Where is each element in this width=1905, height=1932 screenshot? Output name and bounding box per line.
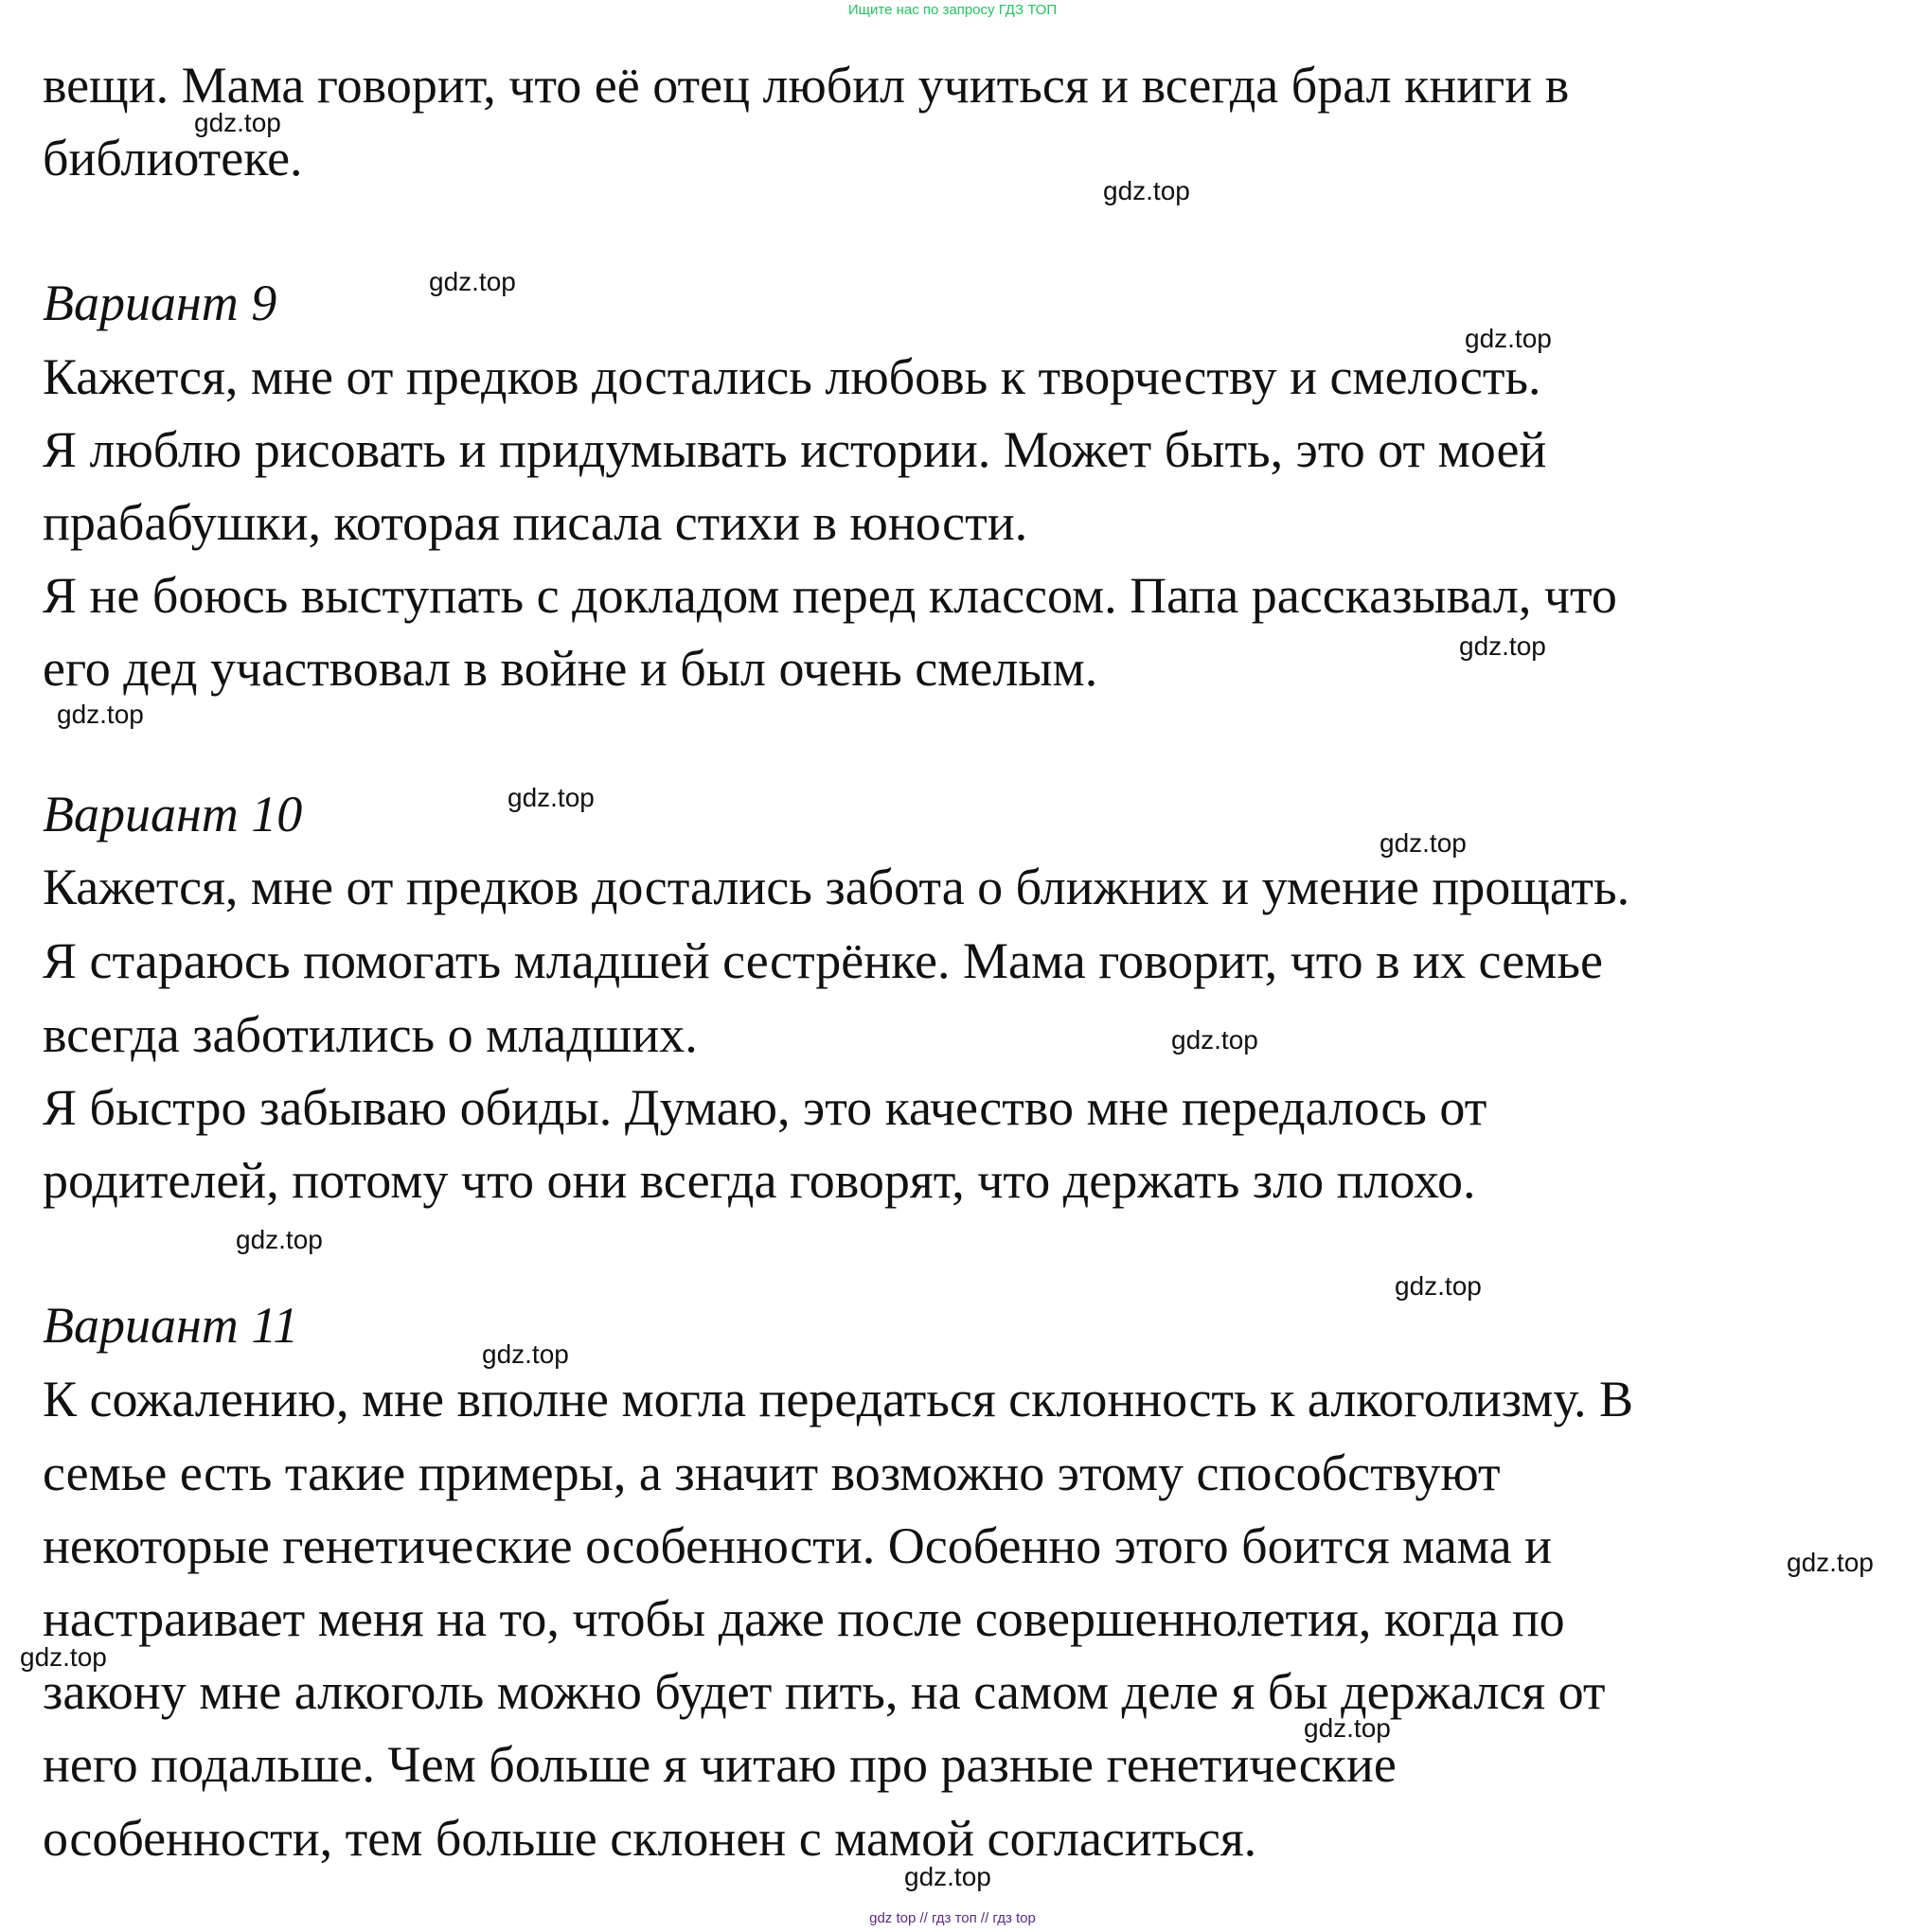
variant-10-line-5: родителей, потому что они всегда говорят, что держать зло плохо. xyxy=(43,1152,1476,1209)
variant-10-line-1: Кажется, мне от предков достались забота о ближних и умение прощать. xyxy=(43,859,1630,915)
watermark: gdz.top xyxy=(236,1225,323,1254)
variant-9-line-1: Кажется, мне от предков достались любовь к творчеству и смелость. xyxy=(43,348,1541,405)
watermark: gdz.top xyxy=(1787,1548,1874,1577)
variant-10-line-3: всегда заботились о младших. xyxy=(43,1006,698,1063)
search-banner: Ищите нас по запросу ГДЗ ТОП xyxy=(847,2,1058,18)
variant-11-line-6: него подальше. Чем больше я читаю про разные генетические xyxy=(43,1736,1397,1793)
variant-9-line-3: прабабушки, которая писала стихи в юности. xyxy=(43,494,1028,551)
variant-11-line-5: закону мне алкоголь можно будет пить, на самом деле я бы держался от xyxy=(43,1663,1606,1720)
watermark: gdz.top xyxy=(1171,1025,1258,1055)
watermark: gdz.top xyxy=(507,783,595,812)
watermark: gdz.top xyxy=(1395,1271,1482,1301)
variant-11-line-4: настраивает меня на то, чтобы даже после совершеннолетия, когда по xyxy=(43,1590,1565,1647)
watermark: gdz.top xyxy=(904,1862,991,1891)
variant-9-line-5: его дед участвовал в войне и был очень смелым. xyxy=(43,640,1098,697)
variant-10-line-2: Я стараюсь помогать младшей сестрёнке. Мама говорит, что в их семье xyxy=(43,932,1603,989)
watermark: gdz.top xyxy=(1103,176,1190,205)
variant-11-title: Вариант 11 xyxy=(43,1297,299,1354)
watermark: gdz.top xyxy=(1459,631,1546,661)
watermark: gdz.top xyxy=(1304,1713,1391,1743)
watermark: gdz.top xyxy=(57,700,144,729)
variant-9-line-2: Я люблю рисовать и придумывать истории. Может быть, это от моей xyxy=(43,421,1547,478)
variant-11-line-7: особенности, тем больше склонен с мамой согласиться. xyxy=(43,1810,1257,1867)
intro-line-2: библиотеке. xyxy=(43,130,303,186)
variant-11-line-2: семье есть такие примеры, а значит возможно этому способствуют xyxy=(43,1445,1501,1501)
variant-10-title: Вариант 10 xyxy=(43,786,303,842)
variant-11-line-3: некоторые генетические особенности. Особенно этого боится мама и xyxy=(43,1517,1552,1574)
watermark: gdz.top xyxy=(194,108,281,137)
intro-line-1: вещи. Мама говорит, что её отец любил учиться и всегда брал книги в xyxy=(43,57,1570,114)
watermark: gdz.top xyxy=(1465,324,1552,353)
watermark: gdz.top xyxy=(429,267,516,296)
variant-11-line-1: К сожалению, мне вполне могла передаться склонность к алкоголизму. В xyxy=(43,1371,1634,1427)
watermark: gdz.top xyxy=(482,1339,569,1369)
variant-9-line-4: Я не боюсь выступать с докладом перед классом. Папа рассказывал, что xyxy=(43,567,1617,624)
footer-watermark: gdz top // гдз топ // гдз top xyxy=(869,1910,1036,1926)
variant-10-line-4: Я быстро забываю обиды. Думаю, это качество мне передалось от xyxy=(43,1079,1487,1136)
watermark: gdz.top xyxy=(20,1642,107,1672)
watermark: gdz.top xyxy=(1380,828,1467,858)
variant-9-title: Вариант 9 xyxy=(43,275,277,331)
